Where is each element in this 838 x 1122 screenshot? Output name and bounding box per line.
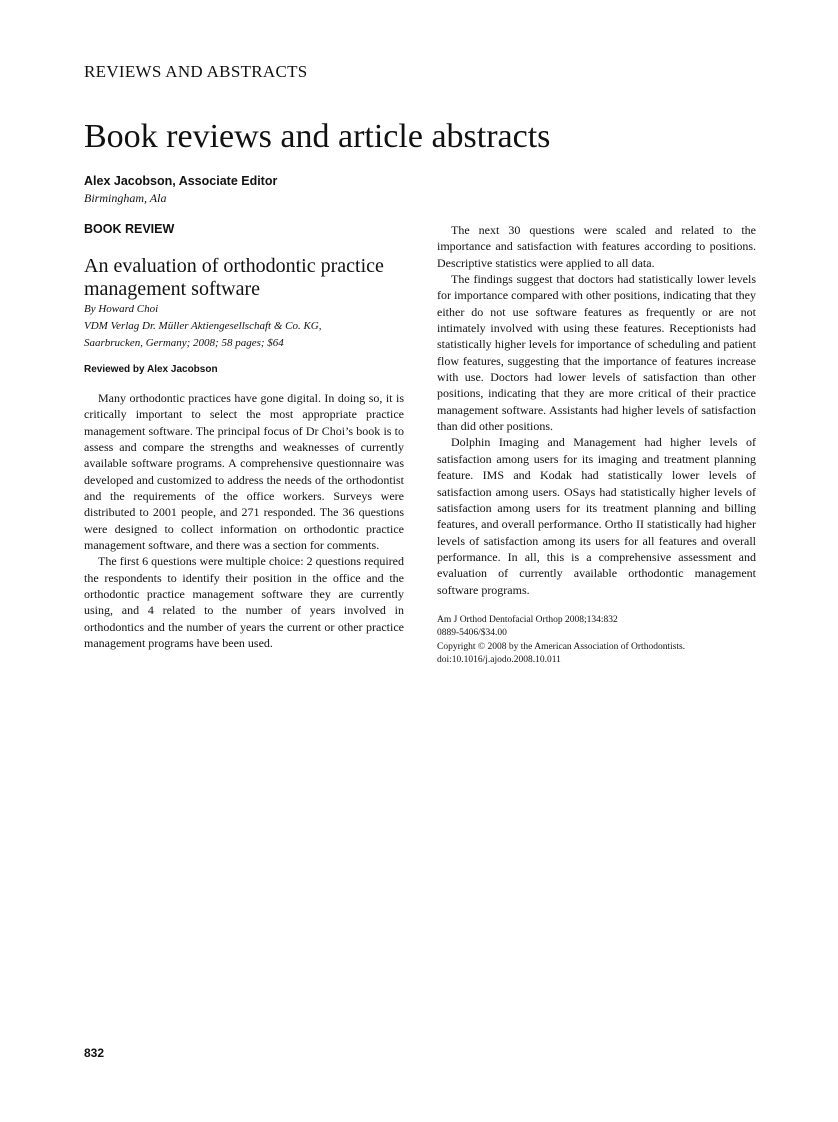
book-details: Saarbrucken, Germany; 2008; 58 pages; $64 xyxy=(84,337,284,349)
review-label: BOOK REVIEW xyxy=(84,222,175,236)
paragraph: The next 30 questions were scaled and related to the importance and satisfaction with features according to positions. Descriptive statistics were applied to all data. xyxy=(437,223,756,270)
book-publisher: VDM Verlag Dr. Müller Aktiengesellschaft & Co. KG, xyxy=(84,320,322,332)
paragraph: Dolphin Imaging and Management had higher levels of satisfaction among users for its imaging and treatment planning feature. IMS and Kodak had statistically lower levels of satisfaction among users. OSays had statistically higher levels of satisfaction among users for its treatment planning and billing features, and overall performance. Ortho II statistically had higher levels of satisfaction among its users for all features and overall performance. In all, this is a comprehensive assessment and evaluation of currently available orthodontic management software programs. xyxy=(437,435,756,597)
editor-location: Birmingham, Ala xyxy=(84,191,167,205)
section-heading: REVIEWS AND ABSTRACTS xyxy=(84,62,308,81)
editor-name: Alex Jacobson, Associate Editor xyxy=(84,174,278,188)
book-meta xyxy=(84,301,322,352)
paragraph: Many orthodontic practices have gone digital. In doing so, it is critically important to select the most appropriate practice management software. The principal focus of Dr Choi’s book is to assess and compare the strengths and weaknesses of currently available software programs. A comprehensive questionnaire was developed and customized to address the needs of the orthodontist and the requirements of the office workers. Surveys were distributed to 2001 people, and 271 responded. The 36 questions were designed to collect information on orthodontic practice management software, and there was a section for comments. xyxy=(84,391,404,553)
left-column xyxy=(84,390,404,652)
paragraph: The findings suggest that doctors had statistically lower levels for importance compared with other positions, indicating that they either do not use software features as frequently or are not intimately involved with using these features. Receptionists had statistically higher levels for importance of scheduling and patient flow features, suggesting that the importance of features increase with use. Doctors had lower levels of satisfaction than other positions, indicating that they are more critical of their practice management software. Assistants had higher levels of satisfaction than did other positions. xyxy=(437,272,756,434)
book-title: An evaluation of orthodontic practice management software xyxy=(84,255,384,300)
issn: 0889-5406/$34.00 xyxy=(437,628,507,639)
page-number: 832 xyxy=(84,1046,105,1060)
citation-block xyxy=(437,614,685,667)
right-column xyxy=(437,222,756,598)
book-author: By Howard Choi xyxy=(84,303,159,315)
journal-citation: Am J Orthod Dentofacial Orthop 2008;134:832 xyxy=(437,615,618,625)
doi: doi:10.1016/j.ajodo.2008.10.011 xyxy=(437,654,561,665)
copyright: Copyright © 2008 by the American Association of Orthodontists. xyxy=(437,641,686,652)
reviewer: Reviewed by Alex Jacobson xyxy=(84,364,218,375)
paragraph: The first 6 questions were multiple choice: 2 questions required the respondents to identify their position in the office and the orthodontic practice management software they are currently using, and 4 related to the number of years involved in orthodontics and the number of years the current or other practice management programs have been used. xyxy=(84,554,404,651)
page-title: Book reviews and article abstracts xyxy=(84,118,551,155)
